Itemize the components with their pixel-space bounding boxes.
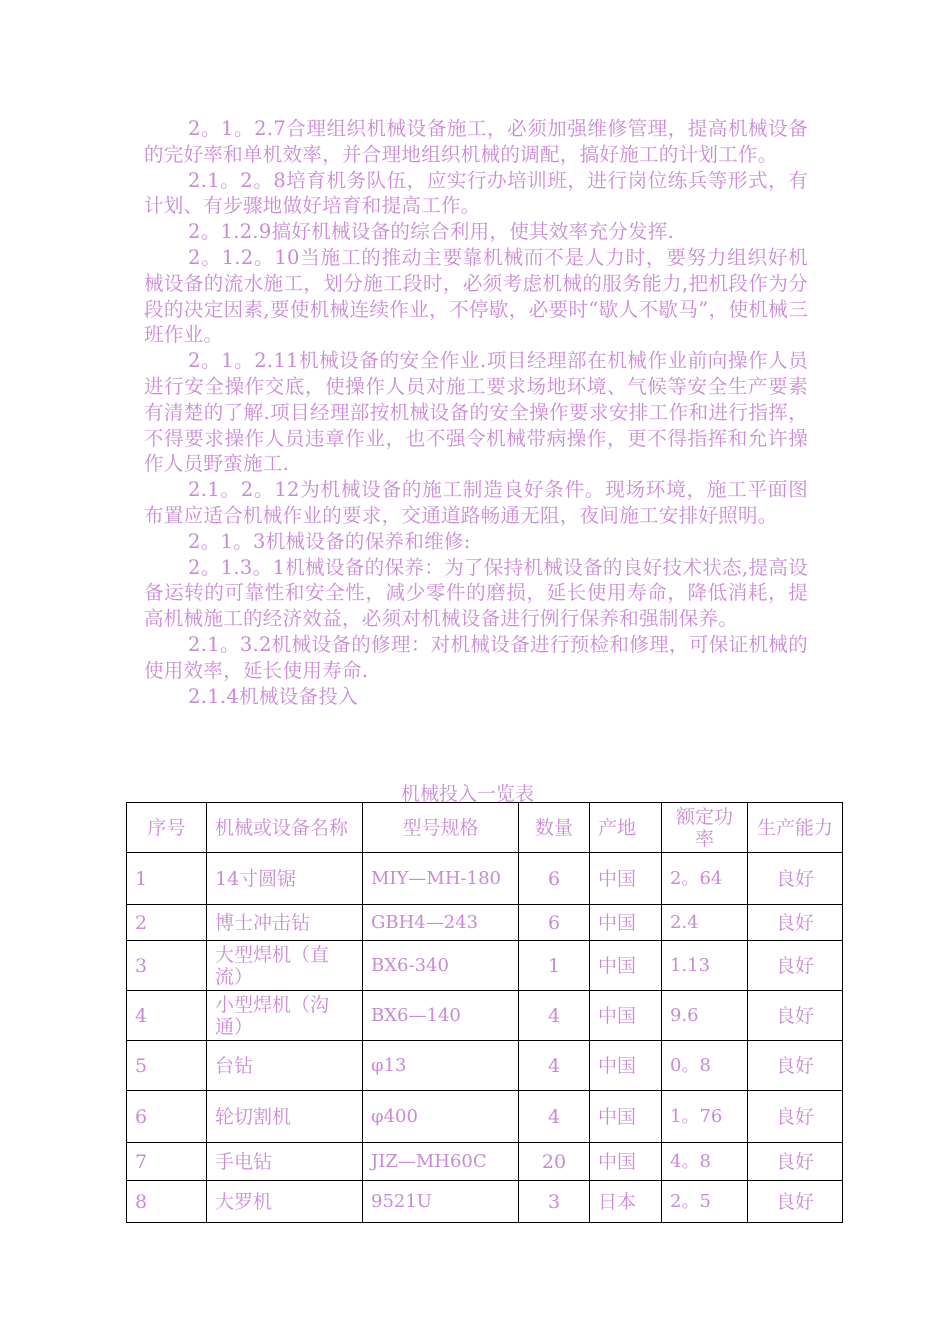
- cell-origin: 中国: [590, 853, 662, 905]
- cell-quantity: 4: [519, 1041, 590, 1091]
- header-name: 机械或设备名称: [207, 803, 363, 853]
- paragraph-2-1-2-9: 2。1.2.9搞好机械设备的综合利用，使其效率充分发挥.: [188, 220, 675, 244]
- cell-quantity: 1: [519, 941, 590, 991]
- cell-rated-power: 2.4: [662, 905, 748, 941]
- table-row: [127, 905, 843, 941]
- cell-index: 3: [127, 941, 207, 991]
- cell-quantity: 3: [519, 1181, 590, 1223]
- header-origin: 产地: [590, 803, 662, 853]
- cell-origin: 中国: [590, 991, 662, 1041]
- cell-capacity: 良好: [748, 1143, 843, 1181]
- paragraph-2-1-2-7: 2。1。2.7合理组织机械设备施工，必须加强维修管理，提高机械设备的完好率和单机效率，并合理地组织机械的调配，搞好施工的计划工作。: [144, 117, 808, 166]
- header-quantity: 数量: [519, 803, 590, 853]
- cell-model: BX6-340: [363, 941, 519, 991]
- cell-capacity: 良好: [748, 941, 843, 991]
- cell-name: 台钻: [207, 1041, 363, 1091]
- cell-index: 6: [127, 1091, 207, 1143]
- cell-name: 博士冲击钻: [207, 905, 363, 941]
- cell-model: 9521U: [363, 1181, 519, 1223]
- cell-index: 5: [127, 1041, 207, 1091]
- cell-capacity: 良好: [748, 905, 843, 941]
- cell-origin: 中国: [590, 1041, 662, 1091]
- cell-quantity: 6: [519, 905, 590, 941]
- cell-model: φ400: [363, 1091, 519, 1143]
- cell-index: 4: [127, 991, 207, 1041]
- cell-index: 8: [127, 1181, 207, 1223]
- cell-rated-power: 1.13: [662, 941, 748, 991]
- table-row: [127, 1181, 843, 1223]
- paragraph-2-1-3-1: 2。1.3。1机械设备的保养：为了保持机械设备的良好技术状态,提高设备运转的可靠性和安全性，减少零件的磨损，延长使用寿命，降低消耗，提高机械施工的经济效益，必须对机械设备进行例行保养和强制保养。: [144, 555, 808, 631]
- paragraph-2-1-3: 2。1。3机械设备的保养和维修:: [188, 529, 471, 553]
- table-row: [127, 853, 843, 905]
- cell-rated-power: 4。8: [662, 1143, 748, 1181]
- cell-origin: 中国: [590, 905, 662, 941]
- table-row: [127, 1091, 843, 1143]
- cell-capacity: 良好: [748, 1091, 843, 1143]
- cell-model: MIY—MH-180: [363, 853, 519, 905]
- table-row: [127, 1041, 843, 1091]
- table-row: [127, 1143, 843, 1181]
- cell-quantity: 4: [519, 991, 590, 1041]
- cell-model: BX6—140: [363, 991, 519, 1041]
- table-row: [127, 991, 843, 1041]
- paragraph-2-1-2-11: 2。1。2.11机械设备的安全作业.项目经理部在机械作业前向操作人员进行安全操作交底，使操作人员对施工要求场地环境、气候等安全生产要素有清楚的了解.项目经理部按机械设备的安全操作要求安排工作和进行指挥，不得要求操作人员违章作业，也不强令机械带病操作，更不得指挥和允许操作人员野蛮施工.: [144, 349, 808, 476]
- cell-name: 小型焊机（沟通）: [207, 991, 363, 1041]
- cell-origin: 中国: [590, 1091, 662, 1143]
- cell-name: 14寸圆锯: [207, 853, 363, 905]
- cell-capacity: 良好: [748, 991, 843, 1041]
- cell-rated-power: 0。8: [662, 1041, 748, 1091]
- cell-index: 7: [127, 1143, 207, 1181]
- cell-name: 轮切割机: [207, 1091, 363, 1143]
- cell-origin: 日本: [590, 1181, 662, 1223]
- cell-rated-power: 9.6: [662, 991, 748, 1041]
- cell-model: φ13: [363, 1041, 519, 1091]
- cell-name: 大型焊机（直流）: [207, 941, 363, 991]
- header-model: 型号规格: [363, 803, 519, 853]
- cell-rated-power: 2。64: [662, 853, 748, 905]
- cell-name: 手电钻: [207, 1143, 363, 1181]
- cell-index: 2: [127, 905, 207, 941]
- header-capacity: 生产能力: [748, 803, 843, 853]
- cell-capacity: 良好: [748, 1041, 843, 1091]
- cell-model: JIZ—MH60C: [363, 1143, 519, 1181]
- table-header-row: [127, 803, 843, 853]
- paragraph-2-1-2-8: 2.1。2。8培育机务队伍，应实行办培训班，进行岗位练兵等形式，有计划、有步骤地做好培育和提高工作。: [144, 168, 808, 218]
- cell-origin: 中国: [590, 941, 662, 991]
- header-index: 序号: [127, 803, 207, 853]
- paragraph-2-1-4: 2.1.4机械设备投入: [188, 684, 358, 708]
- body-text: [144, 116, 808, 709]
- cell-rated-power: 1。76: [662, 1091, 748, 1143]
- cell-index: 1: [127, 853, 207, 905]
- header-rated-power: 额定功率: [662, 803, 748, 853]
- cell-quantity: 4: [519, 1091, 590, 1143]
- paragraph-2-1-2-10: 2。1.2。10当施工的推动主要靠机械而不是人力时，要努力组织好机械设备的流水施工，划分施工段时，必须考虑机械的服务能力,把机段作为分段的决定因素,要使机械连续作业，不停歇，必要时“歇人不歇马”，使机械三班作业。: [144, 245, 808, 347]
- cell-model: GBH4—243: [363, 905, 519, 941]
- paragraph-2-1-3-2: 2.1。3.2机械设备的修理：对机械设备进行预检和修理，可保证机械的使用效率，延长使用寿命.: [144, 632, 808, 682]
- paragraph-2-1-2-12: 2.1。2。12为机械设备的施工制造良好条件。现场环境，施工平面图布置应适合机械作业的要求，交通道路畅通无阻，夜间施工安排好照明。: [144, 478, 808, 527]
- cell-rated-power: 2。5: [662, 1181, 748, 1223]
- cell-capacity: 良好: [748, 1181, 843, 1223]
- table-row: [127, 941, 843, 991]
- equipment-table: [126, 802, 843, 1223]
- cell-quantity: 20: [519, 1143, 590, 1181]
- cell-name: 大罗机: [207, 1181, 363, 1223]
- cell-quantity: 6: [519, 853, 590, 905]
- cell-capacity: 良好: [748, 853, 843, 905]
- cell-origin: 中国: [590, 1143, 662, 1181]
- table-title: 机械投入一览表: [400, 783, 534, 805]
